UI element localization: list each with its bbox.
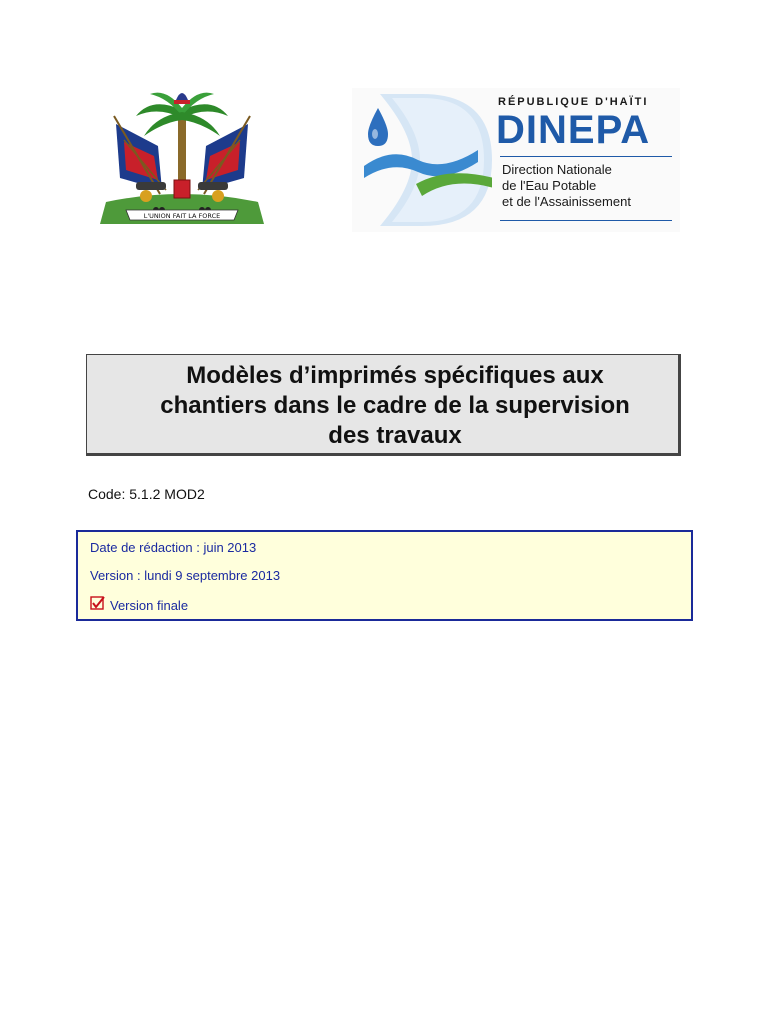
document-title-box	[86, 354, 681, 456]
document-info-box	[76, 530, 693, 621]
version-date: Version : lundi 9 septembre 2013	[90, 568, 281, 583]
dinepa-country: RÉPUBLIQUE D'HAÏTI	[498, 96, 649, 108]
svg-text:L'UNION FAIT LA FORCE: L'UNION FAIT LA FORCE	[143, 212, 221, 220]
version-status: Version finale	[110, 598, 189, 613]
document-title	[115, 361, 675, 451]
document-title-line2: chantiers dans le cadre de la supervision	[160, 392, 630, 419]
checkbox-checked-icon[interactable]	[90, 596, 105, 611]
haiti-coat-of-arms-icon	[96, 86, 268, 226]
water-drop-wave-icon	[352, 88, 492, 232]
date-redaction: Date de rédaction : juin 2013	[90, 540, 257, 555]
dinepa-fullname-line1: Direction Nationale	[502, 162, 612, 177]
dinepa-divider-top	[500, 156, 672, 157]
dinepa-divider-bottom	[500, 220, 672, 221]
dinepa-fullname-line3: et de l'Assainissement	[502, 194, 631, 209]
dinepa-fullname	[502, 162, 674, 210]
dinepa-name: DINEPA	[496, 108, 651, 152]
dinepa-fullname-line2: de l'Eau Potable	[502, 178, 597, 193]
dinepa-logo	[352, 88, 680, 232]
document-title-line1: Modèles d’imprimés spécifiques aux	[186, 362, 604, 389]
document-title-line3: des travaux	[328, 422, 462, 449]
document-code: Code: 5.1.2 MOD2	[88, 486, 205, 502]
